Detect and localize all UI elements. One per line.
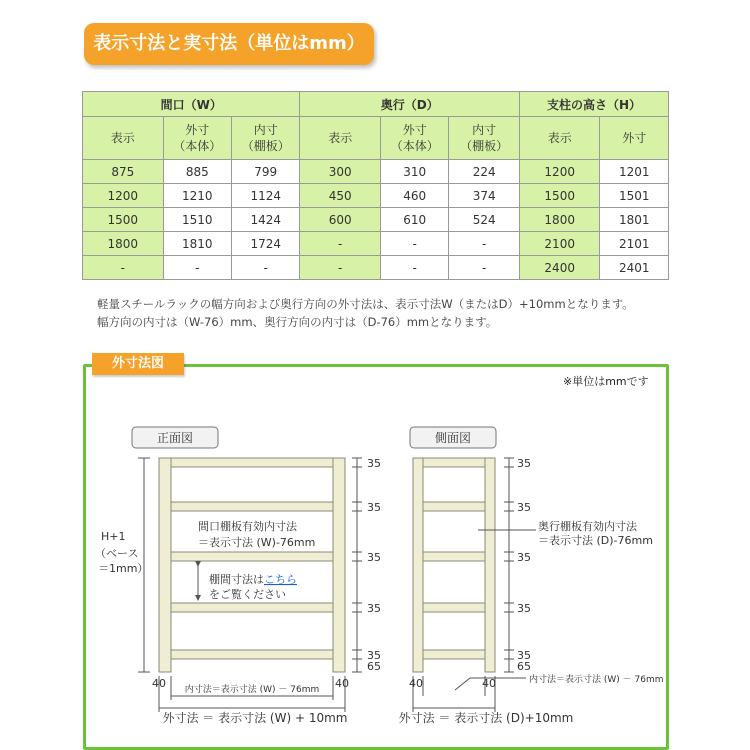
side-gap-label: 35 [517,501,531,514]
table-cell: 1500 [83,208,164,232]
subheader-cell: 外寸 （本体） [163,117,231,160]
table-cell: 524 [449,208,519,232]
subheader-cell: 外寸 [600,117,669,160]
subheader-cell: 表示 [300,117,381,160]
group-header-width: 間口（W） [83,92,300,117]
pitch-note: 棚間寸法はこちら [209,573,297,586]
section-tab: 外寸法図 [92,353,184,375]
table-cell: - [83,256,164,280]
front-shelves [171,458,333,659]
front-inner-dim-label: 内寸法＝表示寸法 (W) － 76mm [184,685,320,695]
table-cell: 224 [449,160,519,184]
table-cell: 374 [449,184,519,208]
pitch-note-line2: をご覧ください [209,588,286,601]
side-gap-label: 35 [517,551,531,564]
front-post-width-label: 40 [335,677,349,690]
front-right-post [333,458,345,672]
table-cell: 1200 [519,160,600,184]
note-line: 幅方向の内寸は（W-76）mm、奥行方向の内寸は（D-76）mmとなります。 [97,315,498,329]
table-cell: 875 [83,160,164,184]
subheader-cell: 内寸 （棚板） [449,117,519,160]
table-cell: - [163,256,231,280]
table-cell: - [300,232,381,256]
group-header-depth: 奥行（D） [300,92,519,117]
front-gap-label: 35 [367,457,381,470]
table-cell: - [381,232,449,256]
table-cell: 799 [232,160,300,184]
table-cell: 1801 [600,208,669,232]
front-gap-label: 35 [367,602,381,615]
table-cell: - [232,256,300,280]
side-inner-dim-label: 内寸法＝表示寸法 (W) － 76mm [529,675,664,685]
front-height-label: H+1 [101,530,126,543]
front-gap-ticks [352,458,362,672]
table-cell: - [449,256,519,280]
unit-note: ※単位はmmです [563,375,649,388]
side-post-width-label: 40 [482,677,496,690]
front-post-width-label: 40 [152,677,166,690]
table-cell: 600 [300,208,381,232]
subheader-cell: 内寸 （棚板） [232,117,300,160]
side-right-post [485,458,495,672]
table-cell: 1800 [519,208,600,232]
table-cell: 1210 [163,184,231,208]
table-cell: 2400 [519,256,600,280]
table-cell: 1124 [232,184,300,208]
table-cell: 1201 [600,160,669,184]
front-left-post [159,458,171,672]
front-shelf-inner-label: ＝表示寸法 (W)-76mm [198,536,316,549]
table-cell: 460 [381,184,449,208]
subheader-cell: 表示 [519,117,600,160]
side-bottom-dims [413,676,526,712]
side-post-width-label: 40 [409,677,423,690]
side-gap-label: 35 [517,649,531,662]
table-cell: - [449,232,519,256]
front-height-label: ＝1mm） [98,562,149,575]
group-header-height: 支柱の高さ（H） [519,92,668,117]
table-cell: 310 [381,160,449,184]
pitch-link[interactable]: こちら [264,573,297,586]
table-cell: 885 [163,160,231,184]
front-gap-label: 35 [367,501,381,514]
table-cell: - [300,256,381,280]
front-gap-label: 35 [367,551,381,564]
table-cell: 2100 [519,232,600,256]
subheader-cell: 外寸 （本体） [381,117,449,160]
table-cell: 1810 [163,232,231,256]
side-view-label: 側面図 [434,431,472,445]
front-gap-label: 35 [367,649,381,662]
table-cell: 300 [300,160,381,184]
table-cell: 2401 [600,256,669,280]
side-left-post [413,458,423,672]
side-gap-label: 35 [517,602,531,615]
side-gap-ticks [504,458,514,672]
side-gap-label: 35 [517,457,531,470]
page-title: 表示寸法と実寸法（単位はmm） [84,23,374,65]
table-cell: 1200 [83,184,164,208]
table-cell: - [381,256,449,280]
side-outer-dim-label: 外寸法 ＝ 表示寸法 (D)+10mm [398,711,574,725]
note-line: 軽量スチールラックの幅方向および奥行方向の外寸法は、表示寸法W（またはD）+10mmとなります。 [97,297,634,311]
subheader-cell: 表示 [83,117,164,160]
table-cell: 1724 [232,232,300,256]
side-shelf-inner-label: ＝表示寸法 (D)-76mm [538,534,653,547]
table-cell: 1500 [519,184,600,208]
table-cell: 2101 [600,232,669,256]
table-cell: 1501 [600,184,669,208]
table-cell: 1510 [163,208,231,232]
front-gap-label: 65 [367,660,381,673]
table-cell: 1800 [83,232,164,256]
side-shelf-inner-label: 奥行棚板有効内寸法 [538,520,637,533]
front-outer-dim-label: 外寸法 ＝ 表示寸法 (W) + 10mm [162,711,348,725]
side-gap-label: 65 [517,660,531,673]
table-cell: 1424 [232,208,300,232]
side-shelves [423,458,485,659]
front-view-label: 正面図 [156,431,194,445]
table-cell: 450 [300,184,381,208]
front-height-label: （ベース [95,547,139,560]
table-cell: 610 [381,208,449,232]
front-shelf-inner-label: 間口棚板有効内寸法 [198,520,297,533]
